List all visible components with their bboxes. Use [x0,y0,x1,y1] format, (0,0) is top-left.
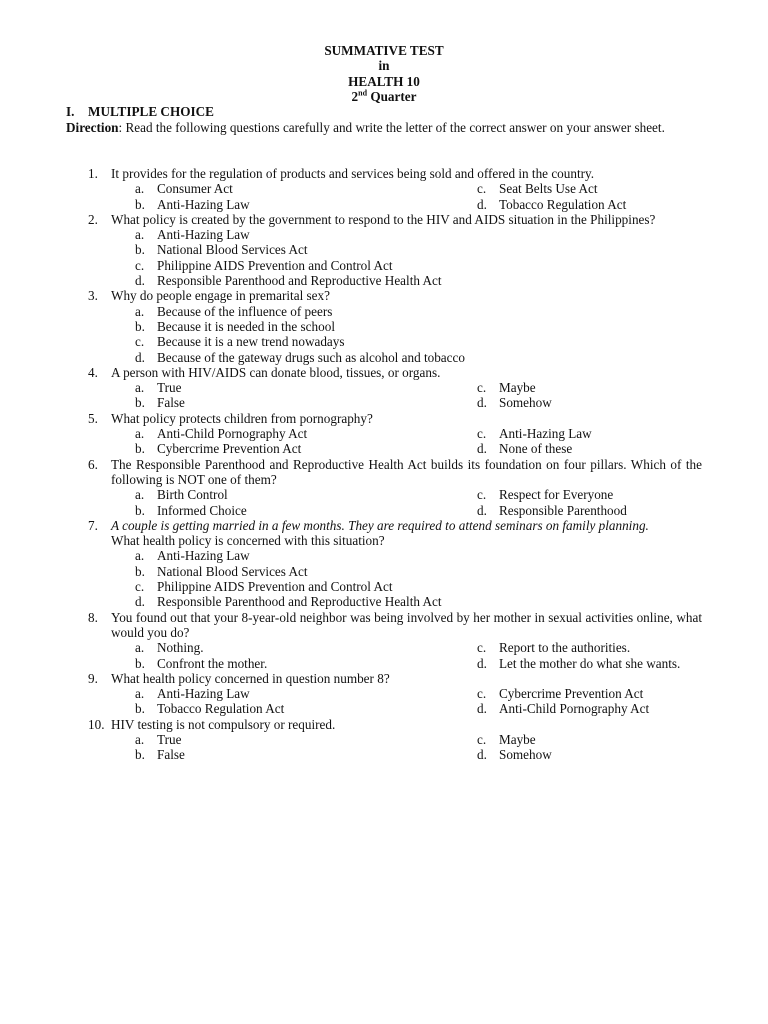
answer-options [135,548,702,609]
option-text: Anti-Hazing Law [157,548,250,564]
option-text: Cybercrime Prevention Act [499,686,644,702]
option-letter: d. [477,395,487,411]
option-letter: a. [135,487,145,503]
answer-option [477,686,702,701]
option-letter: b. [135,502,145,518]
question-item [88,365,702,411]
option-text: Cybercrime Prevention Act [157,441,302,457]
option-letter: c. [477,731,487,747]
answer-option [477,732,702,747]
answer-option [477,656,702,671]
option-text: Responsible Parenthood and Reproductive Health Act [157,273,442,289]
option-letter: b. [135,395,145,411]
question-list [88,166,702,763]
answer-options [135,686,702,717]
answer-option [477,197,702,212]
question-text: A person with HIV/AIDS can donate blood, tissues, or organs. [111,364,441,380]
answer-option [135,686,477,701]
option-letter: c. [135,257,145,273]
option-text: Seat Belts Use Act [499,181,598,197]
question-number: 10. [88,716,105,732]
answer-option [135,640,477,655]
answer-options [135,732,702,763]
direction-text: : Read the following questions carefully and write the letter of the correct answer on your answer sheet. [118,120,665,135]
option-letter: c. [135,579,145,595]
question-text: Why do people engage in premarital sex? [111,288,330,304]
option-text: Birth Control [157,487,228,503]
question-text: It provides for the regulation of products and services being sold and offered in the country. [111,166,595,181]
option-text: Confront the mother. [157,655,268,671]
question-text: What health policy concerned in question number 8? [111,670,390,686]
option-letter: c. [135,334,145,350]
option-letter: d. [477,196,487,212]
document-title: SUMMATIVE TEST [324,43,444,58]
answer-option [135,579,702,594]
option-letter: a. [135,380,145,396]
option-text: Because of the gateway drugs such as alcohol and tobacco [157,349,465,365]
option-text: Philippine AIDS Prevention and Control Act [157,257,393,273]
answer-option [135,334,702,349]
answer-option [135,656,477,671]
option-text: Because it is a new trend nowadays [157,334,345,350]
option-text: National Blood Services Act [157,242,308,258]
option-letter: b. [135,318,145,334]
answer-options [135,487,702,518]
question-number: 5. [88,410,98,426]
direction-label: Direction [66,120,119,135]
question-number: 7. [88,517,98,533]
answer-options [135,227,702,288]
section-title: MULTIPLE CHOICE [88,104,214,119]
question-number: 1. [88,166,98,181]
question-item [88,457,702,518]
option-letter: d. [477,655,487,671]
option-text: Tobacco Regulation Act [499,196,627,212]
option-letter: a. [135,686,145,702]
option-text: Because it is needed in the school [157,318,335,334]
answer-option [135,227,702,242]
option-text: Anti-Hazing Law [157,686,250,702]
answer-option [135,350,702,365]
section-number: I. [66,104,75,119]
answer-options [135,304,702,365]
answer-options [135,640,702,671]
answer-option [135,380,477,395]
answer-option [135,503,477,518]
question-item [88,671,702,717]
answer-option [135,395,477,410]
direction-paragraph [66,120,702,135]
option-text: Maybe [499,731,536,747]
option-text: Consumer Act [157,181,233,197]
option-letter: c. [477,487,487,503]
answer-option [477,503,702,518]
answer-option [135,426,477,441]
header-in: in [378,58,390,74]
option-text: Respect for Everyone [499,487,614,503]
answer-option [477,487,702,502]
answer-option [135,701,477,716]
option-text: Philippine AIDS Prevention and Control Act [157,579,393,595]
option-text: Responsible Parenthood [499,502,627,518]
option-text: None of these [499,441,573,457]
question-number: 4. [88,364,98,380]
option-letter: a. [135,640,145,656]
option-letter: b. [135,196,145,212]
answer-option [135,747,477,762]
answer-options [135,380,702,411]
option-text: Somehow [499,395,552,411]
option-text: Anti-Hazing Law [157,227,250,243]
option-letter: c. [477,686,487,702]
answer-option [477,395,702,410]
question-text: What policy is created by the government to respond to the HIV and AIDS situation in the Philippines? [111,211,656,227]
question-text: What policy protects children from pornography? [111,410,373,426]
answer-option [135,273,702,288]
option-text: Maybe [499,380,536,396]
option-text: Report to the authorities. [499,640,631,656]
option-text: False [157,395,185,411]
option-letter: b. [135,701,145,717]
answer-option [477,426,702,441]
option-letter: d. [477,441,487,457]
option-text: Informed Choice [157,502,247,518]
option-text: Nothing. [157,640,204,656]
answer-option [477,640,702,655]
question-item [88,166,702,212]
question-item [88,717,702,763]
option-letter: c. [477,380,487,396]
question-item [88,288,702,364]
option-letter: c. [477,181,487,197]
answer-option [135,197,477,212]
answer-options [135,426,702,457]
question-number: 2. [88,211,98,227]
option-letter: d. [135,349,145,365]
question-text-continued: What health policy is concerned with this situation? [111,533,385,549]
option-text: True [157,731,182,747]
option-letter: c. [477,426,487,442]
option-letter: b. [135,441,145,457]
option-letter: d. [477,747,487,763]
option-letter: d. [477,701,487,717]
quarter-label [0,89,768,104]
answer-option [135,242,702,257]
question-number: 6. [88,456,98,472]
question-item [88,518,702,610]
document-header [0,43,768,104]
question-item [88,411,702,457]
answer-option [135,732,477,747]
option-text: Responsible Parenthood and Reproductive Health Act [157,594,442,610]
option-text: Anti-Hazing Law [157,196,250,212]
question-text: The Responsible Parenthood and Reproductive Health Act builds its foundation on four pillars. Which of the following is NOT one of them? [111,456,702,487]
option-letter: d. [135,273,145,289]
option-letter: b. [135,242,145,258]
quarter-number: 2 [351,88,359,104]
answer-option [135,441,477,456]
answer-option [477,701,702,716]
option-text: National Blood Services Act [157,563,308,579]
option-letter: a. [135,227,145,243]
option-letter: a. [135,426,145,442]
option-text: Somehow [499,747,552,763]
option-letter: b. [135,563,145,579]
option-text: Anti-Child Pornography Act [157,426,308,442]
answer-option [135,319,702,334]
question-number: 3. [88,288,98,304]
option-letter: d. [477,502,487,518]
answer-option [477,441,702,456]
answer-option [135,564,702,579]
option-text: Because of the influence of peers [157,303,333,319]
option-letter: b. [135,655,145,671]
answer-option [135,258,702,273]
option-text: Tobacco Regulation Act [157,701,285,717]
answer-option [135,487,477,502]
answer-option [477,747,702,762]
option-text: False [157,747,185,763]
option-letter: a. [135,548,145,564]
question-number: 8. [88,609,98,625]
question-item [88,212,702,288]
question-item [88,610,702,671]
option-letter: d. [135,594,145,610]
option-letter: b. [135,747,145,763]
answer-option [135,181,477,196]
answer-option [477,380,702,395]
quarter-suffix: nd [358,88,368,98]
option-text: Anti-Hazing Law [499,426,592,442]
answer-options [135,181,702,212]
option-letter: a. [135,181,145,197]
answer-option [135,304,702,319]
section-heading [66,104,214,119]
option-text: Anti-Child Pornography Act [499,701,650,717]
option-letter: a. [135,731,145,747]
option-letter: c. [477,640,487,656]
answer-option [135,594,702,609]
question-text: A couple is getting married in a few months. They are required to attend seminars on family planning. [111,517,649,533]
answer-option [135,548,702,563]
question-text: You found out that your 8-year-old neighbor was being involved by her mother in sexual activities online, what would you do? [111,609,702,640]
option-text: True [157,380,182,396]
question-number: 9. [88,670,98,686]
option-text: Let the mother do what she wants. [499,655,681,671]
quarter-word: Quarter [370,88,417,104]
subject-title: HEALTH 10 [348,73,420,89]
question-text: HIV testing is not compulsory or required. [111,716,336,732]
option-letter: a. [135,303,145,319]
answer-option [477,181,702,196]
